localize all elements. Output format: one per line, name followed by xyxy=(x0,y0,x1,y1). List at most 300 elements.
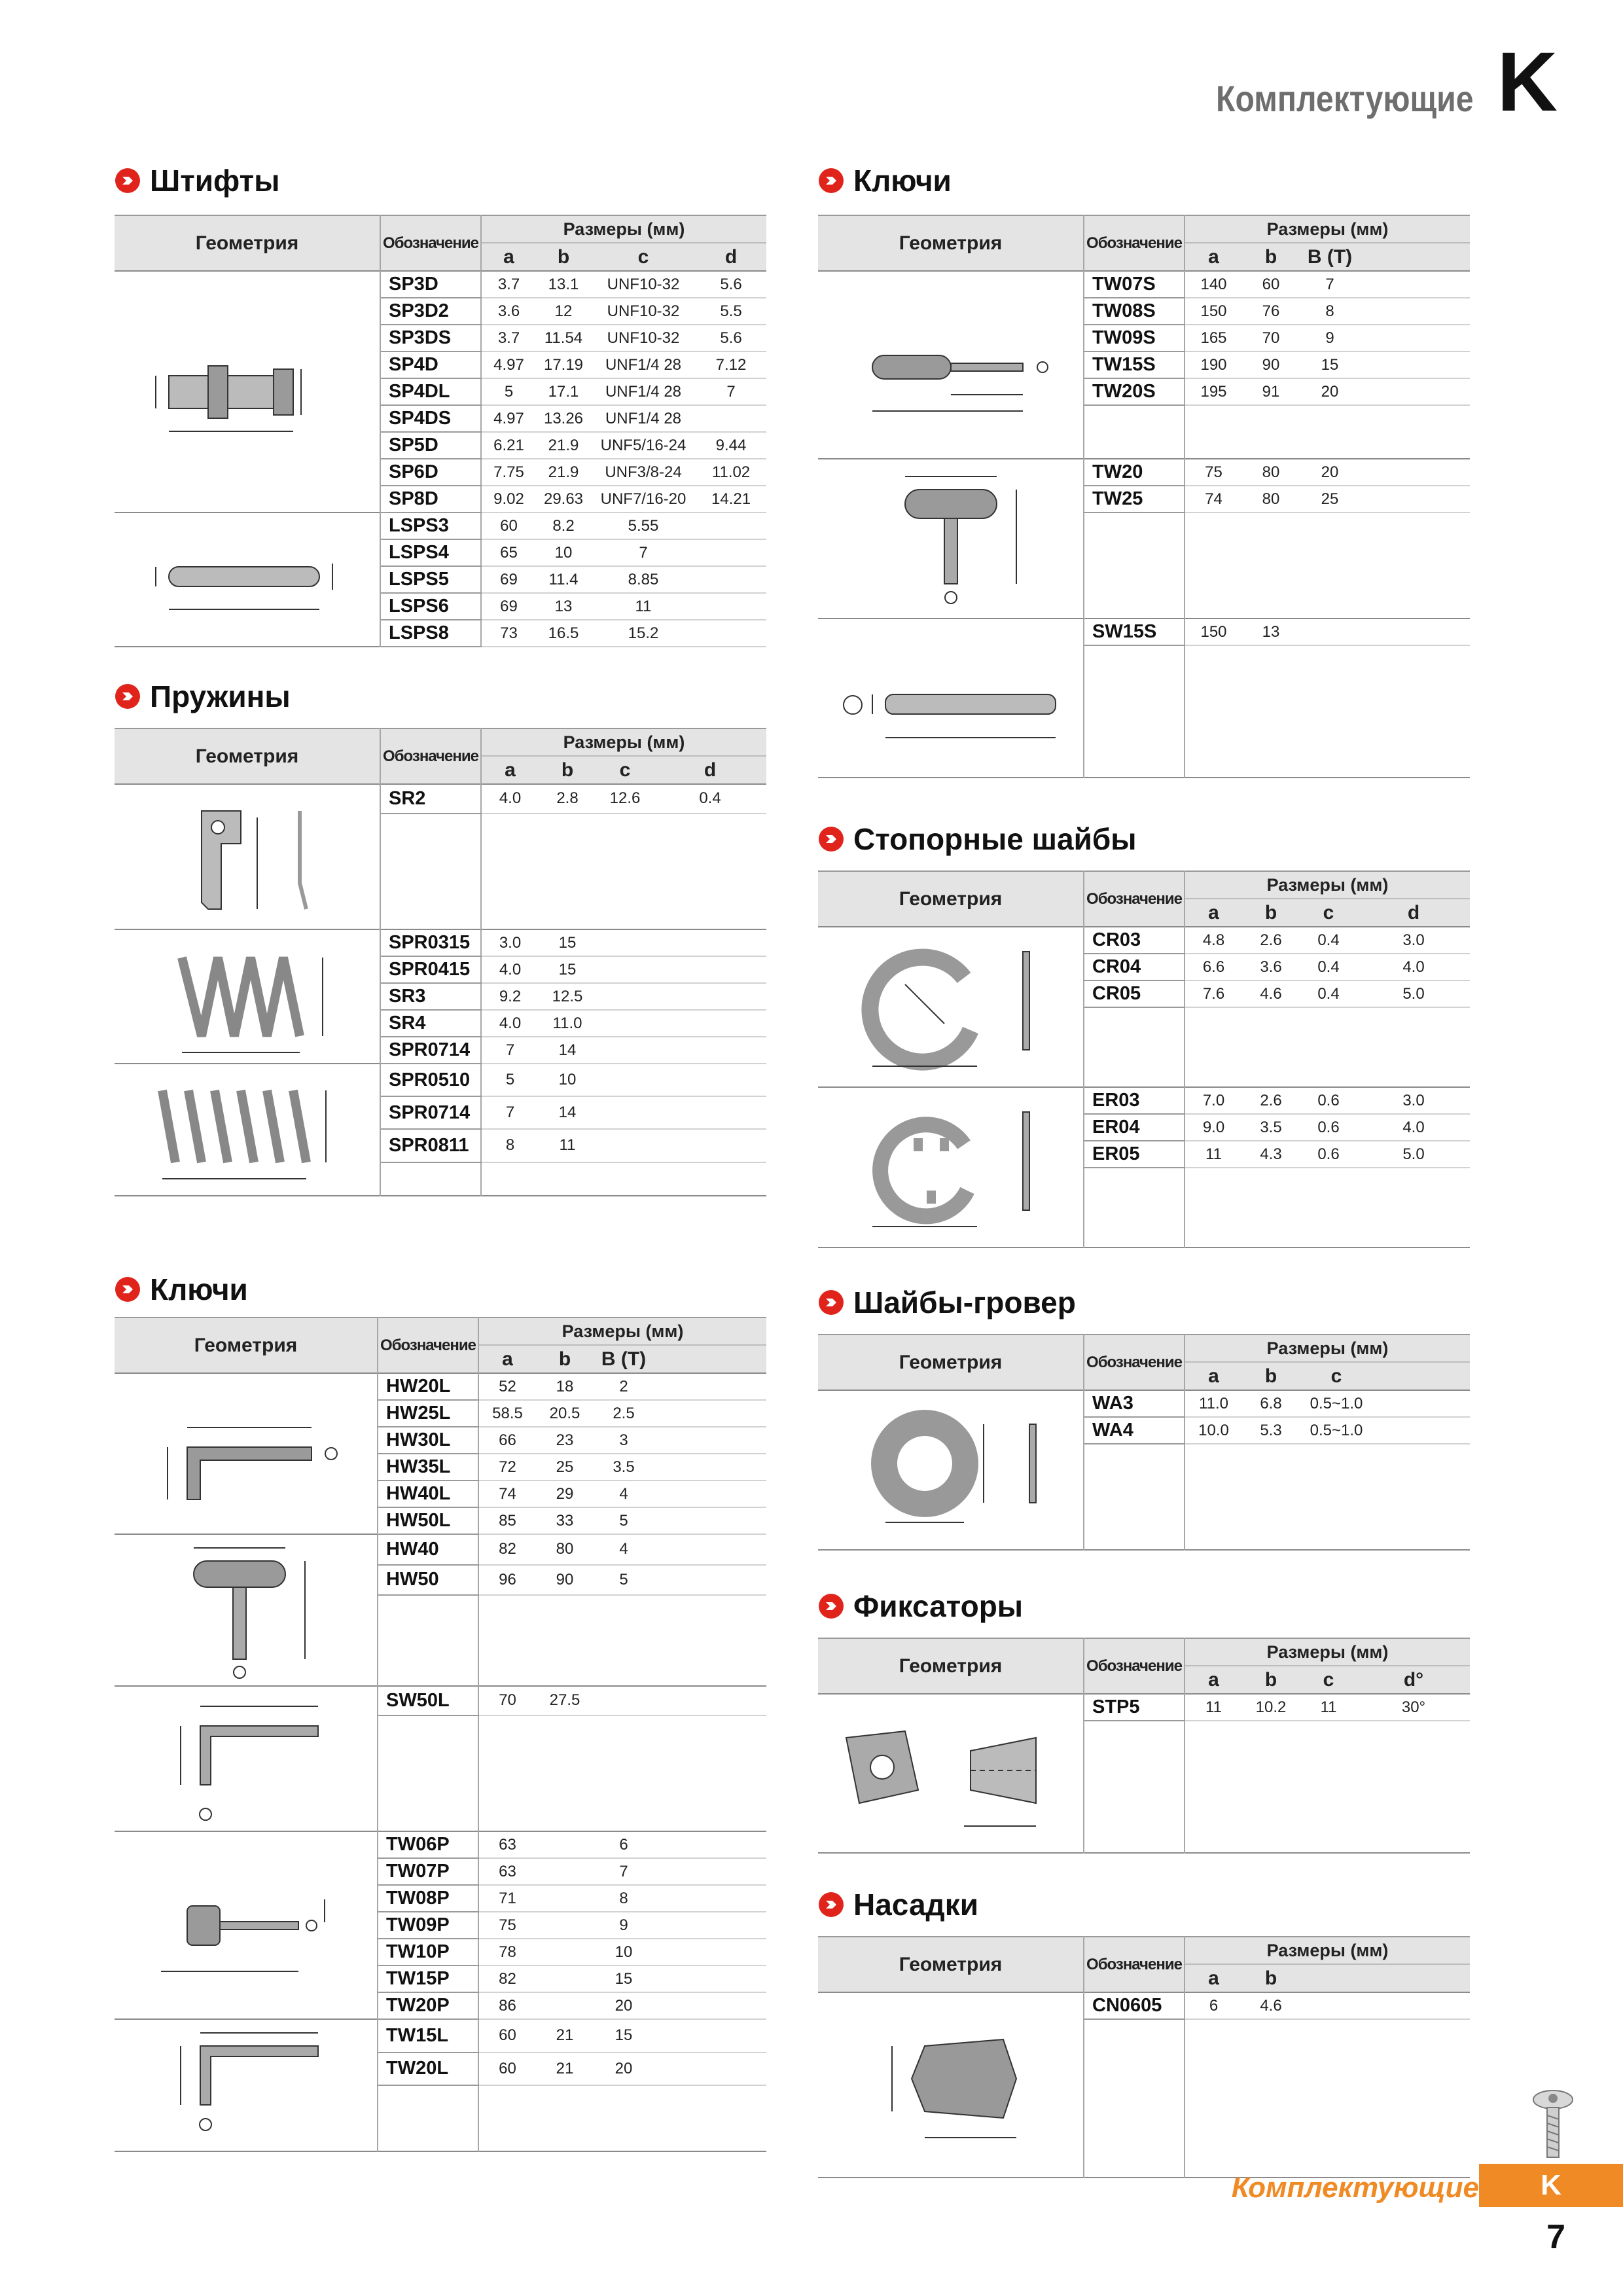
value-cell: 6.8 xyxy=(1242,1390,1300,1417)
empty-cell xyxy=(1084,1748,1185,1774)
empty-cell xyxy=(478,2119,766,2152)
value-cell: UNF10-32 xyxy=(591,325,696,351)
value-cell: 3.0 xyxy=(1357,1087,1470,1114)
torx-l-key-drawing-icon xyxy=(135,1687,357,1831)
geometry-header: Геометрия xyxy=(115,728,380,784)
value-cell: 75 xyxy=(478,1912,536,1939)
table-header xyxy=(818,871,1470,927)
flat-spring-drawing-icon xyxy=(143,785,352,929)
designation-cell: WA3 xyxy=(1084,1390,1185,1417)
value-cell: 0.5~1.0 xyxy=(1300,1417,1373,1444)
value-cell: 4.6 xyxy=(1242,1992,1300,2019)
designation-cell: ER05 xyxy=(1084,1141,1185,1168)
table-row xyxy=(818,927,1470,954)
page-header-title: Комплектующие xyxy=(1216,78,1474,119)
value-cell xyxy=(594,1686,654,1715)
value-cell: 74 xyxy=(478,1480,536,1507)
designation-cell: LSPS5 xyxy=(380,566,481,593)
designation-header: Обозначение xyxy=(380,215,481,271)
value-cell: 69 xyxy=(481,566,536,593)
footer-section-letter: K xyxy=(1479,2164,1623,2207)
keys-left-table xyxy=(115,1317,766,2152)
value-cell: 25 xyxy=(536,1454,594,1480)
designation-cell: TW20S xyxy=(1084,378,1185,405)
value-cell xyxy=(536,1858,594,1885)
designation-cell: SPR0510 xyxy=(380,1064,481,1096)
value-cell: 11.0 xyxy=(539,1010,596,1037)
designation-cell: SPR0714 xyxy=(380,1096,481,1129)
value-cell: 78 xyxy=(478,1939,536,1965)
empty-cell xyxy=(1185,592,1470,619)
empty-cell xyxy=(1084,1060,1185,1087)
designation-cell: SW15S xyxy=(1084,619,1185,645)
value-cell: UNF10-32 xyxy=(591,271,696,298)
value-cell xyxy=(536,1965,594,1992)
value-cell: 11 xyxy=(1185,1694,1242,1721)
table-header xyxy=(818,1638,1470,1694)
value-cell xyxy=(1360,459,1470,486)
value-cell: 15 xyxy=(1300,351,1360,378)
sizes-header: Размеры (мм) xyxy=(1185,871,1470,899)
designation-cell: SPR0315 xyxy=(380,929,481,956)
geometry-cell xyxy=(115,784,380,929)
table-row xyxy=(115,512,766,539)
designation-cell: ER03 xyxy=(1084,1087,1185,1114)
empty-cell xyxy=(1084,751,1185,778)
geometry-cell xyxy=(818,271,1084,459)
geometry-cell xyxy=(818,1992,1084,2178)
row-group xyxy=(115,929,766,1064)
value-cell: 80 xyxy=(1242,486,1300,512)
value-cell: 11.0 xyxy=(1185,1390,1242,1417)
t-hex-key-drawing-icon xyxy=(141,1535,351,1685)
section-title-text: Ключи xyxy=(853,164,952,198)
empty-cell xyxy=(1185,645,1470,672)
designation-cell: CN0605 xyxy=(1084,1992,1185,2019)
value-cell: 3.6 xyxy=(1242,954,1300,980)
value-cell: 11 xyxy=(1185,1141,1242,1168)
value-cell: 3.5 xyxy=(1242,1114,1300,1141)
designation-header: Обозначение xyxy=(378,1318,478,1373)
geometry-cell xyxy=(818,459,1084,619)
fixer-drawing-icon xyxy=(827,1698,1075,1849)
empty-cell xyxy=(1084,2072,1185,2098)
empty-cell xyxy=(481,814,766,843)
value-cell: 5.0 xyxy=(1357,980,1470,1007)
designation-cell: TW15L xyxy=(378,2019,478,2053)
value-cell: 5.5 xyxy=(696,298,766,325)
table-row xyxy=(818,1694,1470,1721)
value-cell xyxy=(654,1939,766,1965)
value-cell: 7 xyxy=(481,1096,539,1129)
value-cell xyxy=(1360,271,1470,298)
col-header-empty xyxy=(1373,1362,1470,1390)
value-cell xyxy=(654,983,766,1010)
value-cell xyxy=(654,1373,766,1400)
value-cell: 5.3 xyxy=(1242,1417,1300,1444)
empty-cell xyxy=(1084,2125,1185,2151)
value-cell xyxy=(536,1912,594,1939)
value-cell: 15 xyxy=(594,1965,654,1992)
value-cell: 8.85 xyxy=(591,566,696,593)
value-cell: 4.6 xyxy=(1242,980,1300,1007)
empty-cell xyxy=(478,1745,766,1774)
value-cell: 3.7 xyxy=(481,325,536,351)
value-cell: 29 xyxy=(536,1480,594,1507)
value-cell xyxy=(654,1096,766,1129)
value-cell: 75 xyxy=(1185,459,1242,486)
value-cell: 20.5 xyxy=(536,1400,594,1427)
empty-cell xyxy=(478,1773,766,1802)
section-title-text: Насадки xyxy=(853,1888,979,1922)
row-group xyxy=(115,2019,766,2151)
page-number: 7 xyxy=(1546,2218,1565,2256)
value-cell xyxy=(1373,1417,1470,1444)
empty-cell xyxy=(380,843,481,872)
empty-cell xyxy=(481,843,766,872)
value-cell: UNF1/4 28 xyxy=(591,378,696,405)
value-cell xyxy=(654,1992,766,2019)
designation-cell: ER04 xyxy=(1084,1114,1185,1141)
empty-cell xyxy=(1185,1168,1470,1194)
value-cell: 7 xyxy=(1300,271,1360,298)
row-group xyxy=(818,1087,1470,1247)
torx-t-key-drawing-icon xyxy=(128,1854,364,1998)
designation-cell: SR4 xyxy=(380,1010,481,1037)
value-cell: 10.0 xyxy=(1185,1417,1242,1444)
row-group xyxy=(818,1694,1470,1853)
designation-cell: SP3DS xyxy=(380,325,481,351)
value-cell: 90 xyxy=(536,1565,594,1596)
table-row xyxy=(818,1992,1470,2019)
row-group xyxy=(115,512,766,647)
row-group xyxy=(818,1390,1470,1550)
value-cell: 74 xyxy=(1185,486,1242,512)
value-cell xyxy=(536,1939,594,1965)
empty-cell xyxy=(1185,2019,1470,2046)
empty-cell xyxy=(378,1626,478,1655)
value-cell xyxy=(596,1010,654,1037)
section-arrow-icon xyxy=(818,1289,844,1316)
col-header: b xyxy=(539,756,596,784)
geometry-cell xyxy=(115,929,380,1064)
empty-cell xyxy=(1084,512,1185,539)
value-cell: 14 xyxy=(539,1037,596,1064)
value-cell: 12.6 xyxy=(596,784,654,814)
t-handle-torx-drawing-icon xyxy=(846,463,1056,614)
value-cell xyxy=(654,1965,766,1992)
value-cell: 6.21 xyxy=(481,432,536,459)
value-cell xyxy=(596,929,654,956)
designation-cell: HW35L xyxy=(378,1454,478,1480)
designation-cell: TW09P xyxy=(378,1912,478,1939)
designation-cell: SP3D2 xyxy=(380,298,481,325)
designation-cell: TW15P xyxy=(378,1965,478,1992)
value-cell: 11 xyxy=(539,1129,596,1162)
value-cell: 58.5 xyxy=(478,1400,536,1427)
value-cell xyxy=(654,956,766,983)
value-cell: 29.63 xyxy=(536,486,591,512)
value-cell: 20 xyxy=(594,2053,654,2086)
value-cell xyxy=(1360,378,1470,405)
value-cell: 73 xyxy=(481,620,536,647)
designation-cell: TW07S xyxy=(1084,271,1185,298)
section-title xyxy=(115,161,280,200)
geometry-cell xyxy=(818,927,1084,1087)
col-header-empty xyxy=(1360,243,1470,271)
value-cell: 60 xyxy=(478,2019,536,2053)
row-group xyxy=(818,927,1470,1087)
col-header: b xyxy=(1242,1666,1300,1694)
value-cell: 0.4 xyxy=(654,784,766,814)
section-title xyxy=(818,161,952,200)
empty-cell xyxy=(1185,672,1470,698)
coil-spring-long-drawing-icon xyxy=(130,1064,365,1195)
designation-header: Обозначение xyxy=(1084,1335,1185,1390)
designation-cell: WA4 xyxy=(1084,1417,1185,1444)
value-cell xyxy=(1300,1992,1357,2019)
empty-cell xyxy=(1185,698,1470,725)
empty-cell xyxy=(378,1715,478,1745)
value-cell: 13 xyxy=(536,593,591,620)
section-arrow-icon xyxy=(115,168,141,194)
empty-cell xyxy=(378,1773,478,1802)
value-cell xyxy=(596,1037,654,1064)
empty-cell xyxy=(1185,1034,1470,1060)
geometry-cell xyxy=(115,1686,378,1831)
designation-header: Обозначение xyxy=(1084,1937,1185,1992)
empty-cell xyxy=(481,1162,766,1196)
value-cell: 5 xyxy=(594,1565,654,1596)
value-cell: UNF5/16-24 xyxy=(591,432,696,459)
value-cell: 33 xyxy=(536,1507,594,1534)
coil-spring-drawing-icon xyxy=(136,931,359,1062)
value-cell xyxy=(654,1507,766,1534)
value-cell: 5.0 xyxy=(1357,1141,1470,1168)
value-cell: UNF1/4 28 xyxy=(591,351,696,378)
designation-header: Обозначение xyxy=(1084,1638,1185,1694)
value-cell xyxy=(1360,351,1470,378)
value-cell: 8 xyxy=(1300,298,1360,325)
empty-cell xyxy=(1084,1444,1185,1471)
value-cell: 3 xyxy=(594,1427,654,1454)
table-row xyxy=(115,1686,766,1715)
value-cell: 15.2 xyxy=(591,620,696,647)
value-cell: 0.4 xyxy=(1300,954,1357,980)
value-cell: 10.2 xyxy=(1242,1694,1300,1721)
designation-cell: TW15S xyxy=(1084,351,1185,378)
empty-cell xyxy=(1084,405,1185,432)
keys-right-table xyxy=(818,215,1470,778)
designation-cell: SP4D xyxy=(380,351,481,378)
value-cell: 13.26 xyxy=(536,405,591,432)
col-header-empty xyxy=(1357,1964,1470,1992)
designation-cell: SP6D xyxy=(380,459,481,486)
empty-cell xyxy=(1185,2125,1470,2151)
fixers-table xyxy=(818,1638,1470,1854)
value-cell: 7 xyxy=(481,1037,539,1064)
sizes-header: Размеры (мм) xyxy=(1185,1937,1470,1964)
value-cell: 0.5~1.0 xyxy=(1300,1390,1373,1417)
sizes-header: Размеры (мм) xyxy=(478,1318,766,1345)
value-cell xyxy=(654,2053,766,2086)
empty-cell xyxy=(478,1802,766,1831)
value-cell: 6 xyxy=(594,1831,654,1858)
value-cell: 4.97 xyxy=(481,405,536,432)
designation-cell: CR04 xyxy=(1084,954,1185,980)
value-cell: 3.5 xyxy=(594,1454,654,1480)
empty-cell xyxy=(1084,1168,1185,1194)
empty-cell xyxy=(378,1802,478,1831)
empty-cell xyxy=(1185,512,1470,539)
value-cell: 11.02 xyxy=(696,459,766,486)
empty-cell xyxy=(478,2085,766,2119)
empty-cell xyxy=(1084,1034,1185,1060)
empty-cell xyxy=(1084,1471,1185,1497)
sizes-header: Размеры (мм) xyxy=(481,215,766,243)
empty-cell xyxy=(378,1655,478,1686)
designation-cell: CR05 xyxy=(1084,980,1185,1007)
designation-cell: SP4DS xyxy=(380,405,481,432)
page-header-letter: K xyxy=(1497,35,1558,129)
value-cell: 7 xyxy=(594,1858,654,1885)
designation-cell: TW20L xyxy=(378,2053,478,2086)
value-cell xyxy=(654,2019,766,2053)
value-cell: 7.12 xyxy=(696,351,766,378)
value-cell: 16.5 xyxy=(536,620,591,647)
value-cell xyxy=(696,539,766,566)
value-cell: 150 xyxy=(1185,298,1242,325)
value-cell: 60 xyxy=(1242,271,1300,298)
empty-cell xyxy=(1185,1007,1470,1034)
c-ring-drawing-icon xyxy=(833,932,1069,1083)
value-cell: 9 xyxy=(1300,325,1360,351)
col-header: c xyxy=(596,756,654,784)
value-cell: 17.19 xyxy=(536,351,591,378)
e-ring-drawing-icon xyxy=(833,1092,1069,1243)
col-header: c xyxy=(1300,1362,1373,1390)
row-group xyxy=(818,1992,1470,2178)
value-cell: 4.0 xyxy=(481,784,539,814)
col-header: d° xyxy=(1357,1666,1470,1694)
designation-cell: LSPS4 xyxy=(380,539,481,566)
table-header xyxy=(818,1937,1470,1992)
value-cell: 9.2 xyxy=(481,983,539,1010)
value-cell xyxy=(1360,325,1470,351)
value-cell: 4 xyxy=(594,1480,654,1507)
value-cell: 63 xyxy=(478,1858,536,1885)
empty-cell xyxy=(1084,672,1185,698)
empty-cell xyxy=(1084,539,1185,565)
empty-cell xyxy=(1185,1523,1470,1550)
table-row xyxy=(115,2019,766,2053)
empty-cell xyxy=(478,1626,766,1655)
section-title xyxy=(818,1587,1023,1626)
table-header xyxy=(115,1318,766,1373)
value-cell: 5 xyxy=(594,1507,654,1534)
value-cell: 6 xyxy=(1185,1992,1242,2019)
value-cell: 165 xyxy=(1185,325,1242,351)
value-cell: 10 xyxy=(539,1064,596,1096)
value-cell xyxy=(596,1096,654,1129)
empty-cell xyxy=(378,2085,478,2119)
section-title-text: Стопорные шайбы xyxy=(853,822,1137,856)
empty-cell xyxy=(1084,1221,1185,1247)
row-group xyxy=(818,459,1470,619)
value-cell: 21 xyxy=(536,2053,594,2086)
col-header: b xyxy=(536,1345,594,1373)
value-cell: 86 xyxy=(478,1992,536,2019)
straight-key-drawing-icon xyxy=(827,633,1075,764)
row-group xyxy=(818,271,1470,459)
value-cell: 6.6 xyxy=(1185,954,1242,980)
value-cell: 21.9 xyxy=(536,432,591,459)
value-cell: 5 xyxy=(481,378,536,405)
empty-cell xyxy=(378,1595,478,1626)
value-cell: 140 xyxy=(1185,271,1242,298)
designation-cell: SP5D xyxy=(380,432,481,459)
value-cell: 71 xyxy=(478,1885,536,1912)
col-header: b xyxy=(1242,243,1300,271)
empty-cell xyxy=(1084,645,1185,672)
value-cell: 4.0 xyxy=(1357,1114,1470,1141)
value-cell: 70 xyxy=(1242,325,1300,351)
designation-cell: SW50L xyxy=(378,1686,478,1715)
value-cell: 0.6 xyxy=(1300,1087,1357,1114)
value-cell: 2.8 xyxy=(539,784,596,814)
value-cell xyxy=(696,620,766,647)
value-cell: UNF10-32 xyxy=(591,298,696,325)
value-cell: 85 xyxy=(478,1507,536,1534)
col-header: a xyxy=(1185,1362,1242,1390)
table-row xyxy=(818,459,1470,486)
geometry-cell xyxy=(115,2019,378,2151)
value-cell: 17.1 xyxy=(536,378,591,405)
pin-drawing-icon xyxy=(130,340,365,444)
geometry-header: Геометрия xyxy=(115,1318,378,1373)
value-cell: 14 xyxy=(539,1096,596,1129)
value-cell: 4.0 xyxy=(481,1010,539,1037)
value-cell xyxy=(696,512,766,539)
table-row xyxy=(115,1064,766,1096)
value-cell xyxy=(654,1686,766,1715)
geometry-header: Геометрия xyxy=(818,871,1084,927)
section-title-text: Фиксаторы xyxy=(853,1589,1024,1623)
table-row xyxy=(115,929,766,956)
section-title-text: Пружины xyxy=(150,679,291,713)
value-cell: 7 xyxy=(696,378,766,405)
empty-cell xyxy=(380,814,481,843)
col-header: B (T) xyxy=(594,1345,654,1373)
value-cell xyxy=(654,1534,766,1565)
value-cell: UNF7/16-20 xyxy=(591,486,696,512)
value-cell: 11.54 xyxy=(536,325,591,351)
col-header: a xyxy=(481,756,539,784)
table-row xyxy=(115,784,766,814)
empty-cell xyxy=(378,1745,478,1774)
geometry-cell xyxy=(115,1373,378,1534)
value-cell xyxy=(654,1010,766,1037)
col-header: B (T) xyxy=(1300,243,1360,271)
empty-cell xyxy=(1084,725,1185,751)
empty-cell xyxy=(1185,2098,1470,2125)
value-cell: 80 xyxy=(1242,459,1300,486)
empty-cell xyxy=(1185,2046,1470,2072)
designation-header: Обозначение xyxy=(1084,871,1185,927)
empty-cell xyxy=(478,1715,766,1745)
row-group xyxy=(115,1831,766,2019)
value-cell: 0.6 xyxy=(1300,1141,1357,1168)
